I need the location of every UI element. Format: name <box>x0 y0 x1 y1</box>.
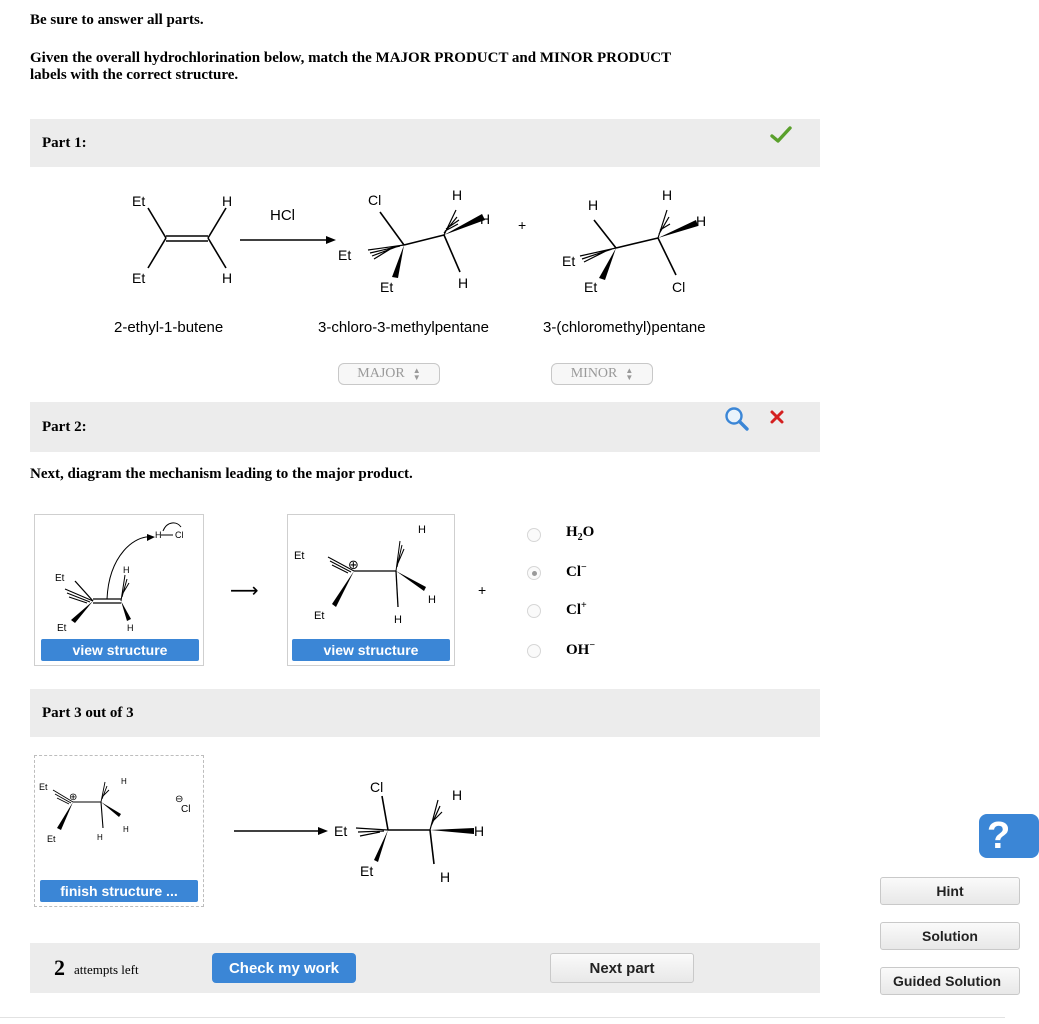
part1-header <box>30 119 820 167</box>
magnifier-icon[interactable] <box>724 406 750 432</box>
atom-label: H <box>480 211 491 227</box>
product2-structure <box>562 187 706 295</box>
atom-label: H <box>394 614 402 626</box>
radio-cl-minus[interactable] <box>527 566 541 580</box>
radio-cl-plus[interactable] <box>527 604 541 618</box>
solution-button[interactable]: Solution <box>880 922 1020 950</box>
atom-label: Et <box>39 782 48 792</box>
atom-label: H <box>696 213 707 229</box>
cross-icon <box>770 410 784 424</box>
atom-label: H <box>474 823 485 839</box>
major-minor-select-1[interactable] <box>338 363 440 385</box>
atom-label: Et <box>57 623 67 634</box>
part3-structure-box[interactable] <box>34 755 204 907</box>
atom-label: H <box>123 565 130 575</box>
part3-label: Part 3 out of 3 <box>42 704 134 721</box>
check-icon <box>770 126 792 144</box>
atom-label: H <box>123 825 129 834</box>
product2-name: 3-(chloromethyl)pentane <box>543 319 706 336</box>
atom-label: Cl <box>368 192 382 208</box>
atom-label: H <box>222 193 233 209</box>
atom-label: Et <box>334 823 348 839</box>
instruction-text <box>30 50 671 84</box>
attempts-text: attempts left <box>74 962 139 977</box>
atom-label: H <box>121 777 127 786</box>
hint-button[interactable]: Hint <box>880 877 1020 905</box>
atom-label: H <box>97 833 103 842</box>
atom-label: H <box>588 197 599 213</box>
help-icon[interactable] <box>977 812 1011 862</box>
major-minor-select-2[interactable] <box>551 363 653 385</box>
view-structure-button-2[interactable]: view structure <box>292 639 450 661</box>
select-arrows-icon: ▲ ▼ <box>625 366 634 382</box>
minus-charge: ⊖ <box>175 794 184 805</box>
part1-reaction-scheme <box>100 180 740 305</box>
option-oh-minus[interactable]: OH− <box>566 640 596 658</box>
mechanism-box-1[interactable] <box>34 514 204 666</box>
atom-label: Et <box>338 247 352 263</box>
mechanism-box-2[interactable] <box>287 514 455 666</box>
atom-label: Et <box>55 573 65 584</box>
atom-label: Cl <box>370 779 384 795</box>
part3-reaction-scheme <box>230 770 510 890</box>
radio-h2o[interactable] <box>527 528 541 542</box>
attempts-number: 2 <box>54 955 65 980</box>
guided-solution-button[interactable]: Guided Solution <box>880 967 1020 995</box>
instruction-line-2: Given the overall hydrochlorination below, match the MAJOR PRODUCT and MINOR PRODUCT <box>30 50 672 66</box>
atom-label: H <box>458 275 469 291</box>
alkene-protonation-structure <box>35 515 203 639</box>
bottom-divider <box>0 1017 1005 1018</box>
atom-label: Et <box>584 279 598 295</box>
option-cl-plus[interactable]: Cl+ <box>566 600 587 618</box>
part2-header <box>30 402 820 452</box>
carbocation-chloride-structure <box>35 756 203 880</box>
footer-bar <box>30 943 820 993</box>
part1-label: Part 1: <box>42 134 87 151</box>
atom-label: H <box>127 623 134 633</box>
product1-name: 3-chloro-3-methylpentane <box>318 319 489 336</box>
atom-label: Et <box>562 253 576 269</box>
check-my-work-button[interactable]: Check my work <box>212 953 356 983</box>
plus-charge: ⊕ <box>69 792 78 803</box>
atom-label: Et <box>132 270 146 286</box>
option-h2o[interactable]: $H_2O$ <box>566 524 595 543</box>
instruction-line-1: Be sure to answer all parts. <box>30 12 204 28</box>
plus-charge: ⊕ <box>348 557 359 572</box>
atom-label: Et <box>47 834 56 844</box>
mechanism-arrow: ⟶ <box>230 580 259 602</box>
finish-structure-button[interactable]: finish structure ... <box>40 880 198 902</box>
product1-structure <box>338 187 490 295</box>
reagent-label: HCl <box>270 207 295 224</box>
atom-label: H <box>440 869 451 885</box>
atom-label: Cl <box>181 804 191 815</box>
atom-label: Cl <box>672 279 686 295</box>
next-part-button[interactable]: Next part <box>550 953 694 983</box>
atom-label: Et <box>314 610 325 622</box>
plus-sign: + <box>518 217 527 233</box>
atom-label: Et <box>360 863 374 879</box>
reaction-arrow <box>240 207 336 244</box>
atom-label: Et <box>294 550 305 562</box>
atom-label: H <box>452 187 463 203</box>
select-value: MAJOR <box>357 366 405 381</box>
atom-label: H <box>418 524 426 536</box>
atom-label: Cl <box>175 530 184 540</box>
atom-label: H <box>428 594 436 606</box>
select-value: MINOR <box>570 366 618 381</box>
select-arrows-icon: ▲ ▼ <box>412 366 421 382</box>
carbocation-structure <box>288 515 454 639</box>
part2-question: Next, diagram the mechanism leading to the major product. <box>30 466 413 482</box>
atom-label: Et <box>132 193 146 209</box>
view-structure-button-1[interactable]: view structure <box>41 639 199 661</box>
atom-label: H <box>662 187 673 203</box>
reactant-name: 2-ethyl-1-butene <box>114 319 224 336</box>
atom-label: H <box>222 270 233 286</box>
instruction-line-3: labels with the correct structure. <box>30 67 239 83</box>
atom-label: H <box>452 787 463 803</box>
atom-label: Et <box>380 279 394 295</box>
atom-label: H <box>155 530 162 540</box>
part2-label: Part 2: <box>42 418 87 435</box>
option-cl-minus[interactable]: Cl− <box>566 562 587 580</box>
plus-sign: + <box>478 582 487 598</box>
help-icon-glyph: ? <box>979 814 1039 858</box>
part3-header <box>30 689 820 737</box>
reactant-structure <box>132 193 232 286</box>
radio-oh-minus[interactable] <box>527 644 541 658</box>
